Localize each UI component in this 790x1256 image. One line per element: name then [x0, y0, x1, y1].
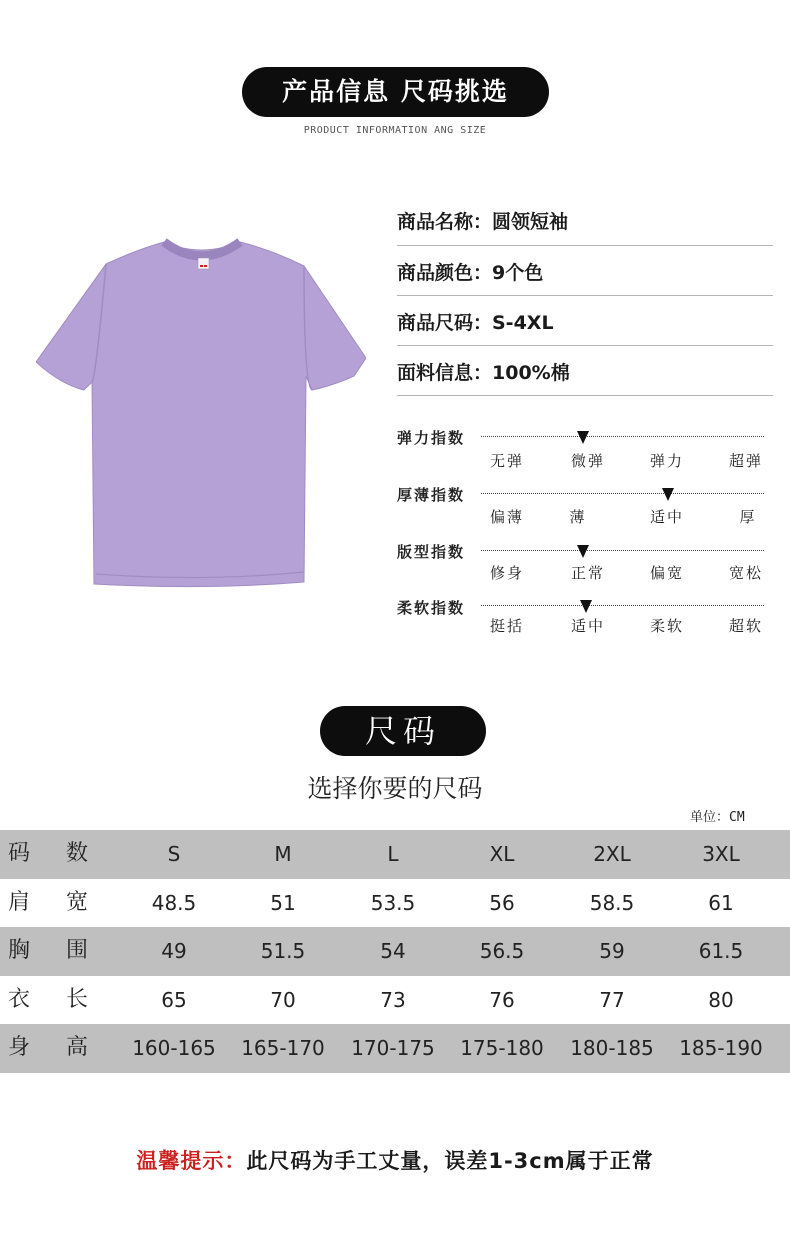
index-scale: [481, 550, 764, 551]
tip-label: 温馨提示：: [136, 1149, 247, 1173]
header-size: 3XL: [702, 842, 740, 866]
header-size: XL: [489, 842, 515, 866]
index-option: 偏薄: [489, 508, 524, 526]
header-cell: 码: [7, 841, 30, 866]
index-scale: [481, 436, 764, 437]
tshirt-image: [36, 236, 366, 588]
index-option: 宽松: [728, 564, 763, 582]
info-size: 商品尺码：S-4XL: [397, 312, 554, 334]
section-title: 产品信息 尺码挑选: [242, 67, 549, 117]
info-color: 商品颜色：9个色: [397, 262, 544, 284]
table-cell: 51.5: [260, 939, 306, 964]
table-row: [0, 927, 790, 976]
row-label: 身: [7, 1035, 30, 1061]
index-option: 超弹: [728, 452, 763, 470]
index-option: 微弹: [570, 452, 605, 470]
index-marker-icon: [577, 545, 589, 558]
table-cell: 59: [599, 939, 625, 964]
row-label: 围: [65, 938, 88, 964]
index-option: 适中: [649, 508, 684, 526]
header-size: 2XL: [593, 842, 631, 866]
table-cell: 160-165: [132, 1036, 216, 1061]
index-option: 超软: [728, 617, 763, 635]
table-cell: 77: [599, 987, 625, 1012]
index-scale: [481, 605, 764, 606]
divider: [397, 245, 773, 246]
table-row: [0, 1024, 790, 1073]
table-cell: 185-190: [679, 1036, 763, 1061]
row-label: 高: [65, 1035, 88, 1061]
header-size: L: [387, 842, 399, 866]
table-cell: 80: [708, 987, 734, 1012]
index-option: 适中: [570, 617, 605, 635]
size-section-title: 尺码: [320, 706, 486, 756]
section-subtitle: PRODUCT INFORMATION ANG SIZE: [303, 125, 487, 136]
row-label: 长: [65, 986, 88, 1012]
index-option: 薄: [569, 508, 587, 526]
header-size: S: [167, 842, 181, 866]
index-option: 修身: [489, 564, 524, 582]
header-cell: 数: [65, 841, 88, 866]
size-tip: [0, 1145, 790, 1175]
header-size: M: [274, 842, 292, 866]
table-cell: 170-175: [351, 1036, 435, 1061]
unit-label: 单位：CM: [690, 810, 745, 825]
index-label-thickness: 厚薄指数: [397, 486, 466, 504]
table-cell: 76: [489, 987, 515, 1012]
tip-text: 此尺码为手工丈量，误差1-3cm属于正常: [246, 1149, 654, 1173]
table-cell: 54: [380, 939, 406, 964]
table-cell: 61.5: [698, 939, 744, 964]
table-cell: 58.5: [589, 890, 635, 915]
index-label-fit: 版型指数: [397, 543, 466, 561]
index-option: 偏宽: [649, 564, 684, 582]
table-row: [0, 976, 790, 1025]
table-cell: 51: [270, 890, 296, 915]
index-option: 厚: [739, 508, 757, 526]
row-label: 衣: [7, 986, 30, 1012]
index-label-elasticity: 弹力指数: [397, 429, 466, 447]
table-cell: 165-170: [241, 1036, 325, 1061]
row-label: 肩: [7, 889, 30, 915]
table-cell: 70: [270, 987, 296, 1012]
table-cell: 61: [708, 890, 734, 915]
index-marker-icon: [662, 488, 674, 501]
table-row: [0, 879, 790, 928]
table-cell: 48.5: [151, 890, 197, 915]
index-marker-icon: [580, 600, 592, 613]
index-option: 柔软: [649, 617, 684, 635]
index-label-softness: 柔软指数: [397, 599, 466, 617]
table-cell: 65: [161, 987, 187, 1012]
index-option: 弹力: [649, 452, 684, 470]
table-cell: 49: [161, 939, 187, 964]
divider: [397, 295, 773, 296]
info-fabric: 面料信息：100%棉: [397, 362, 570, 384]
table-cell: 175-180: [460, 1036, 544, 1061]
index-marker-icon: [577, 431, 589, 444]
table-cell: 180-185: [570, 1036, 654, 1061]
size-section-subtitle: 选择你要的尺码: [307, 774, 483, 803]
table-cell: 73: [380, 987, 406, 1012]
table-cell: 56.5: [479, 939, 525, 964]
divider: [397, 345, 773, 346]
table-cell: 56: [489, 890, 515, 915]
info-name: 商品名称：圆领短袖: [397, 211, 569, 233]
size-table: [0, 830, 790, 1073]
table-header-row: [0, 830, 790, 879]
row-label: 胸: [7, 938, 30, 964]
table-cell: 53.5: [370, 890, 416, 915]
index-option: 无弹: [489, 452, 524, 470]
index-option: 挺括: [489, 617, 524, 635]
index-scale: [481, 493, 764, 494]
row-label: 宽: [65, 889, 88, 915]
index-option: 正常: [570, 564, 605, 582]
divider: [397, 395, 773, 396]
